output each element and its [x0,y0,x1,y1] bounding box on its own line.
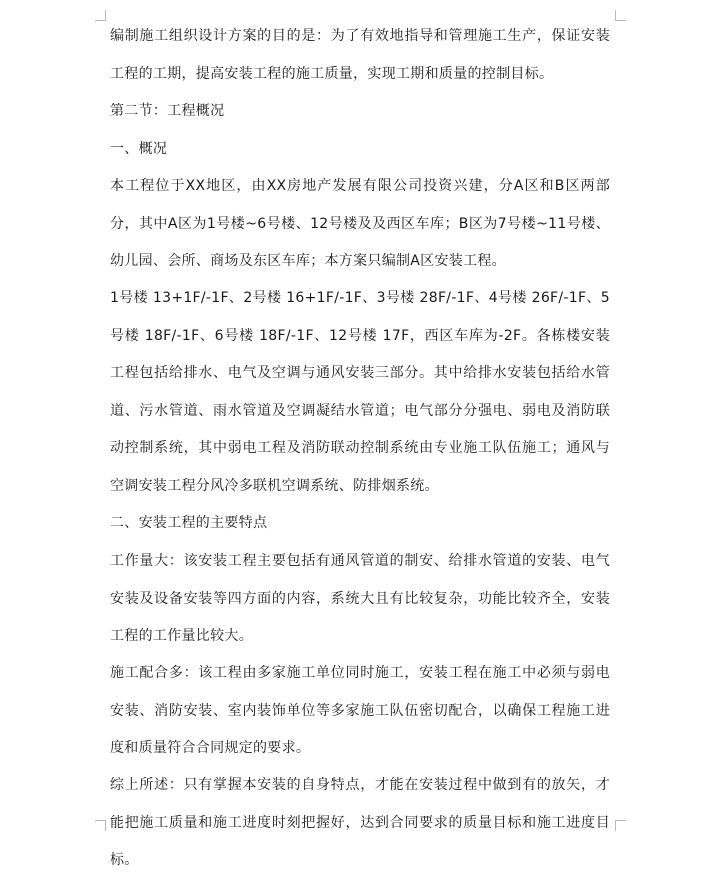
features-heading: 二、安装工程的主要特点 [110,515,268,531]
buildings-paragraph: 1号楼 13+1F/-1F、2号楼 16+1F/-1F、3号楼 28F/-1F、4号楼 26F/-1F、5号楼 18F/-1F、6号楼 18F/-1F、12号楼 17F，西区车库为-2F。各栋楼安装工程包括给排水、电气及空调与通风安装三部分。其中给排水安装包括给水管道、污水管道、雨水管道及空调凝结水管道；电气部分分强电、弱电及消防联动控制系统，其中弱电工程及消防联动控制系统由专业施工队伍施工；通风与空调安装工程分风冷多联机空调系统、防排烟系统。 [110,290,610,494]
corner-crop-mark [95,820,106,831]
section-heading: 第二节：工程概况 [110,103,225,119]
workload-paragraph: 工作量大：该安装工程主要包括有通风管道的制安、给排水管道的安装、电气安装及设备安装等四方面的内容，系统大且有比较复杂，功能比较齐全，安装工程的工作量比较大。 [110,553,610,645]
location-paragraph: 本工程位于XX地区，由XX房地产发展有限公司投资兴建，分A区和B区两部分，其中A区为1号楼~6号楼、12号楼及及西区车库；B区为7号楼~11号楼、幼儿园、会所、商场及东区车库；本方案只编制A区安装工程。 [110,178,610,270]
corner-crop-mark [615,820,626,831]
subsection-heading: 一、概况 [110,141,168,157]
corner-crop-mark [95,10,106,21]
coordination-paragraph: 施工配合多：该工程由多家施工单位同时施工，安装工程在施工中必须与弱电安装、消防安装、室内装饰单位等多家施工队伍密切配合，以确保工程施工进度和质量符合合同规定的要求。 [110,665,610,757]
purpose-paragraph: 编制施工组织设计方案的目的是：为了有效地指导和管理施工生产，保证安装工程的工期，提高安装工程的施工质量，实现工期和质量的控制目标。 [110,28,610,82]
summary-paragraph: 综上所述：只有掌握本安装的自身特点，才能在安装过程中做到有的放矢，才能把施工质量和施工进度时刻把握好，达到合同要求的质量目标和施工进度目标。 [110,777,610,869]
corner-crop-mark [615,10,626,21]
